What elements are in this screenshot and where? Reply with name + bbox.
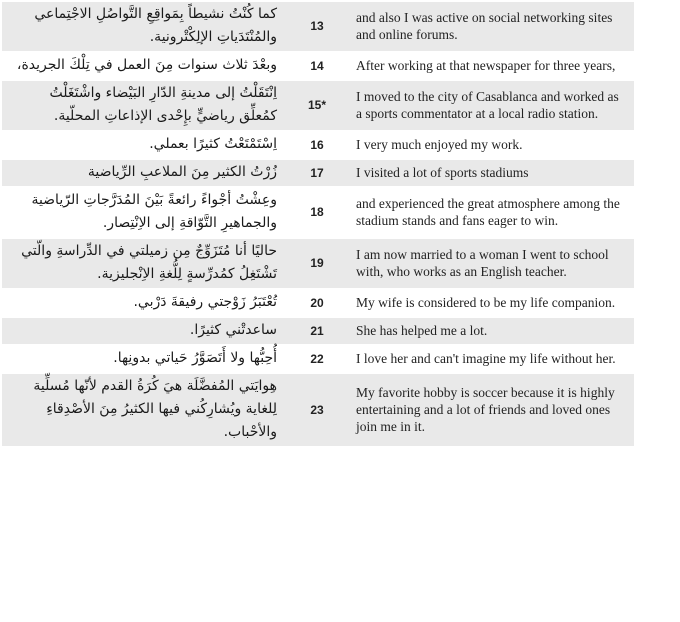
table-row bbox=[2, 80, 634, 131]
english-translation: She has helped me a lot. bbox=[349, 317, 634, 345]
arabic-sentence: وعِشْتُ أجْواءً رائعةً بَيْنَ المُدَرَّجاتِ الرّياضية والجماهيرِ التَّوّاقةِ إلى الاِنْتِصار. bbox=[31, 192, 277, 231]
english-translation: My favorite hobby is soccer because it is highly entertaining and a lot of friends and loved ones join me in it. bbox=[349, 373, 634, 447]
english-translation: and also I was active on social networking sites and online forums. bbox=[349, 2, 634, 52]
english-translation: I love her and can't imagine my life without her. bbox=[356, 351, 616, 366]
table-row bbox=[2, 317, 634, 345]
table-row bbox=[2, 238, 634, 289]
arabic-sentence: كما كُنْتُ نشيطاً بِمَواقِعِ التَّواصُلِ الاجْتِماعي والمُنْتَدَياتِ الإلِكْتْرونية. bbox=[2, 2, 285, 52]
sentence-number: 17 bbox=[285, 159, 349, 187]
table-row bbox=[2, 289, 634, 317]
table-row bbox=[2, 2, 634, 52]
english-translation: I very much enjoyed my work. bbox=[356, 137, 523, 152]
english-translation: My wife is considered to be my life companion. bbox=[356, 295, 616, 310]
arabic-sentence: زُرْتُ الكثير مِنَ الملاعبِ الرِّياضية bbox=[2, 159, 285, 187]
sentence-number: 13 bbox=[285, 2, 349, 52]
table-row bbox=[2, 52, 634, 80]
sentence-number: 19 bbox=[285, 238, 349, 289]
english-translation: After working at that newspaper for three years, bbox=[356, 58, 616, 73]
english-translation: I am now married to a woman I went to school with, who works as an English teacher. bbox=[349, 238, 634, 289]
table-row bbox=[2, 159, 634, 187]
arabic-sentence: أُحِبُّها ولا أَتَصَوَّرُ حَياتي بدونِها. bbox=[113, 350, 277, 366]
sentence-number: 18 bbox=[310, 205, 324, 219]
table-row bbox=[2, 373, 634, 447]
arabic-sentence: اِسْتَمْتَعْتُ كثيرًا بعملي. bbox=[149, 136, 277, 152]
sentence-number: 20 bbox=[310, 295, 324, 310]
table-body bbox=[2, 2, 634, 447]
arabic-sentence: حاليًا أنا مُتَزَوِّجٌ مِن زميلتي في الدِّراسةِ والّتي تَشْتَغِلُ كمُدرِّسةٍ لِلُّغةِ الاِنْجليزية. bbox=[2, 238, 285, 289]
english-translation: and experienced the great atmosphere among the stadium stands and fans eager to win. bbox=[356, 196, 620, 228]
sentence-number: 16 bbox=[310, 137, 324, 152]
english-translation: I moved to the city of Casablanca and worked as a sports commentator at a local radio station. bbox=[349, 80, 634, 131]
table-row bbox=[2, 131, 634, 159]
table-row bbox=[2, 187, 634, 238]
arabic-sentence: وبعْدَ ثلاث سنوات مِنَ العمل في تِلْكَ الجريدة، bbox=[16, 57, 277, 73]
english-translation: I visited a lot of sports stadiums bbox=[349, 159, 634, 187]
sentence-number: 22 bbox=[310, 351, 324, 366]
arabic-sentence: اِنْتَقَلْتُ إلى مدينةِ الدّارِ البَيْضاء واشْتَغَلْتُ كمُعلِّق رياضيٍّ بإِحْدى الإذاعاتِ المحلّية. bbox=[2, 80, 285, 131]
sentence-number: 23 bbox=[285, 373, 349, 447]
sentence-number: 21 bbox=[285, 317, 349, 345]
table-row bbox=[2, 345, 634, 373]
arabic-sentence: هِوايَتي المُفضَّلَة هيَ كُرَةُ القدم لأنّها مُسلِّية لِلغاية ويُشارِكُني فيها الكثيرُ مِنَ الأصْدِقاءِ والأحْباب. bbox=[2, 373, 285, 447]
arabic-sentence: تُعْتَبَرُ زَوْجتي رفيقةَ دَرْبي. bbox=[133, 294, 277, 310]
bilingual-sentence-table bbox=[2, 2, 634, 448]
sentence-number: 14 bbox=[310, 58, 324, 73]
sentence-number: 15* bbox=[285, 80, 349, 131]
arabic-sentence: ساعدتْني كثيرًا. bbox=[2, 317, 285, 345]
